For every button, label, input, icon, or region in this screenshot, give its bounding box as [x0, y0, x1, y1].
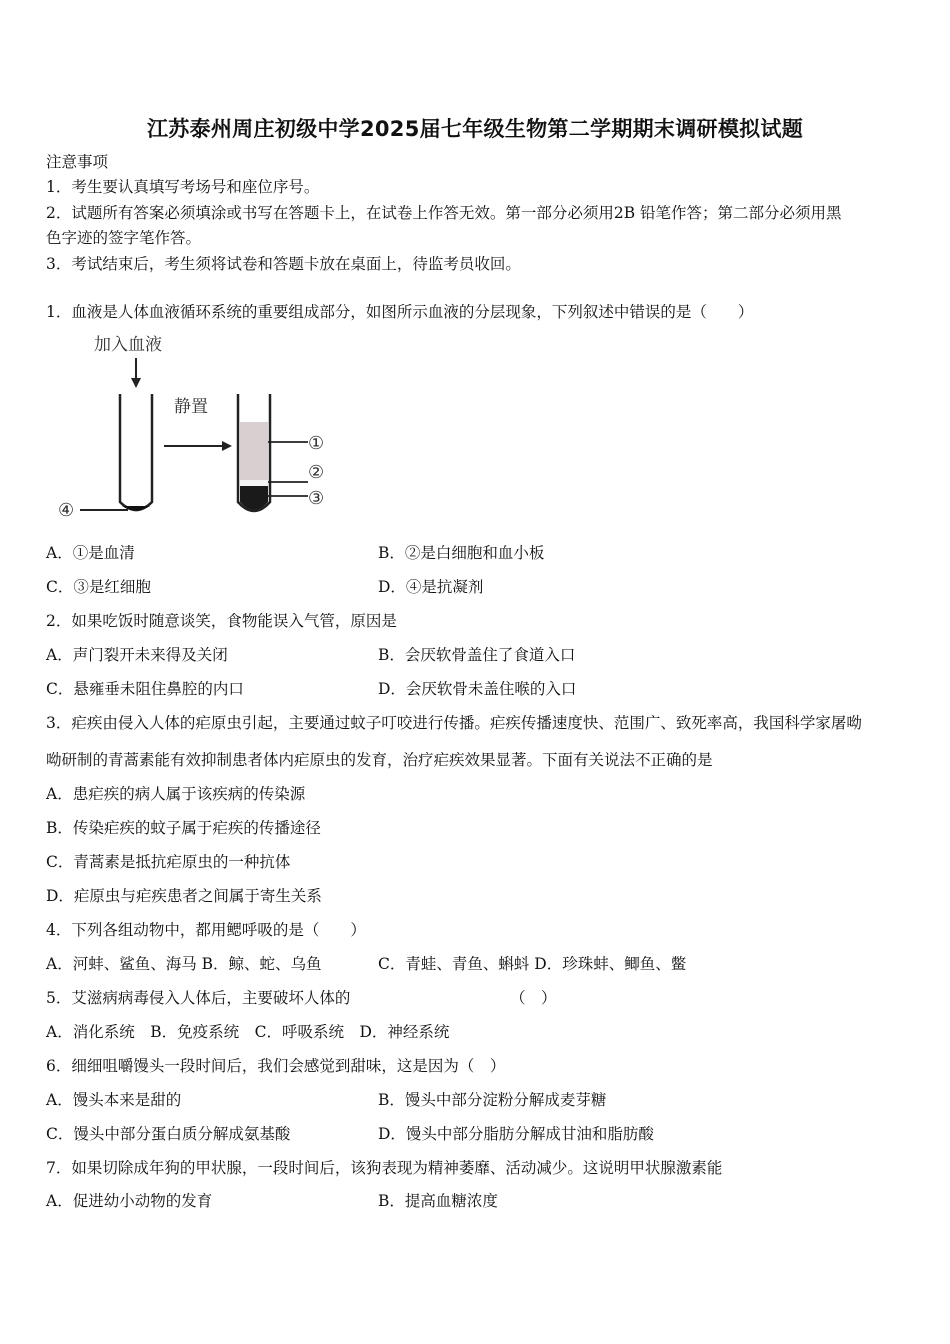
q1-option-a: A．①是血清 [46, 544, 135, 562]
question-3-stem: 3．疟疾由侵入人体的疟原虫引起，主要通过蚊子叮咬进行传播。疟疾传播速度快、范围广、致死率高，我国科学家屠呦 [46, 714, 862, 732]
q1-option-c: C．③是红细胞 [46, 578, 151, 596]
q4-options-cd: C．青蛙、青鱼、蝌蚪 D．珍珠蚌、鲫鱼、鳖 [378, 955, 687, 973]
notice-heading: 注意事项 [46, 153, 109, 171]
q5-answer-paren: （ ） [510, 989, 557, 1007]
q1-option-b: B．②是白细胞和血小板 [378, 544, 545, 562]
page-title: 江苏泰州周庄初级中学2025届七年级生物第二学期期末调研模拟试题 [146, 117, 804, 141]
notice-item: 色字迹的签字笔作答。 [46, 229, 202, 247]
notice-item: 3．考试结束后，考生须将试卷和答题卡放在桌面上，待监考员收回。 [46, 255, 521, 273]
q4-options-ab: A．河蚌、鲨鱼、海马 B．鲸、蛇、乌鱼 [46, 955, 322, 973]
question-3-stem-cont: 呦研制的青蒿素能有效抑制患者体内疟原虫的发育，治疗疟疾效果显著。下面有关说法不正确的是 [46, 751, 713, 769]
question-6-stem: 6．细细咀嚼馒头一段时间后，我们会感觉到甜味，这是因为（ ） [46, 1057, 506, 1075]
question-5-stem: 5．艾滋病病毒侵入人体后，主要破坏人体的 [46, 989, 351, 1007]
rest-label: 静置 [174, 397, 208, 417]
label-1: ① [308, 433, 325, 454]
q3-option-a: A．患疟疾的病人属于该疾病的传染源 [46, 785, 306, 803]
q2-option-c: C．悬雍垂未阻住鼻腔的内口 [46, 680, 244, 698]
label-3: ③ [308, 488, 325, 509]
q3-option-b: B．传染疟疾的蚊子属于疟疾的传播途径 [46, 819, 321, 837]
q1-option-d: D．④是抗凝剂 [378, 578, 484, 596]
q6-option-d: D．馒头中部分脂肪分解成甘油和脂肪酸 [378, 1125, 654, 1143]
question-2-stem: 2．如果吃饭时随意谈笑，食物能误入气管，原因是 [46, 612, 397, 630]
q2-option-a: A．声门裂开未来得及关闭 [46, 646, 228, 664]
q2-option-d: D．会厌软骨未盖住喉的入口 [378, 680, 577, 698]
q3-option-d: D．疟原虫与疟疾患者之间属于寄生关系 [46, 887, 322, 905]
q6-option-b: B．馒头中部分淀粉分解成麦芽糖 [378, 1091, 607, 1109]
question-7-stem: 7．如果切除成年狗的甲状腺，一段时间后，该狗表现为精神萎靡、活动减少。这说明甲状腺激素能 [46, 1159, 723, 1177]
question-1-stem: 1．血液是人体血液循环系统的重要组成部分，如图所示血液的分层现象，下列叙述中错误的是（ ） [46, 303, 754, 321]
add-blood-label: 加入血液 [94, 335, 162, 355]
notice-item: 1．考生要认真填写考场号和座位序号。 [46, 178, 320, 196]
label-2: ② [308, 462, 325, 483]
label-4: ④ [58, 500, 75, 521]
blood-layering-figure [46, 332, 346, 530]
notice-item: 2．试题所有答案必须填涂或书写在答题卡上，在试卷上作答无效。第一部分必须用2B 铅笔作答；第二部分必须用黑 [46, 204, 842, 222]
q7-option-b: B．提高血糖浓度 [378, 1192, 498, 1210]
q5-options: A．消化系统 B．免疫系统 C．呼吸系统 D．神经系统 [46, 1023, 450, 1041]
q6-option-c: C．馒头中部分蛋白质分解成氨基酸 [46, 1125, 291, 1143]
q7-option-a: A．促进幼小动物的发育 [46, 1192, 213, 1210]
q6-option-a: A．馒头本来是甜的 [46, 1091, 182, 1109]
q2-option-b: B．会厌软骨盖住了食道入口 [378, 646, 576, 664]
question-4-stem: 4．下列各组动物中，都用鳃呼吸的是（ ） [46, 921, 366, 939]
q3-option-c: C．青蒿素是抵抗疟原虫的一种抗体 [46, 853, 291, 871]
